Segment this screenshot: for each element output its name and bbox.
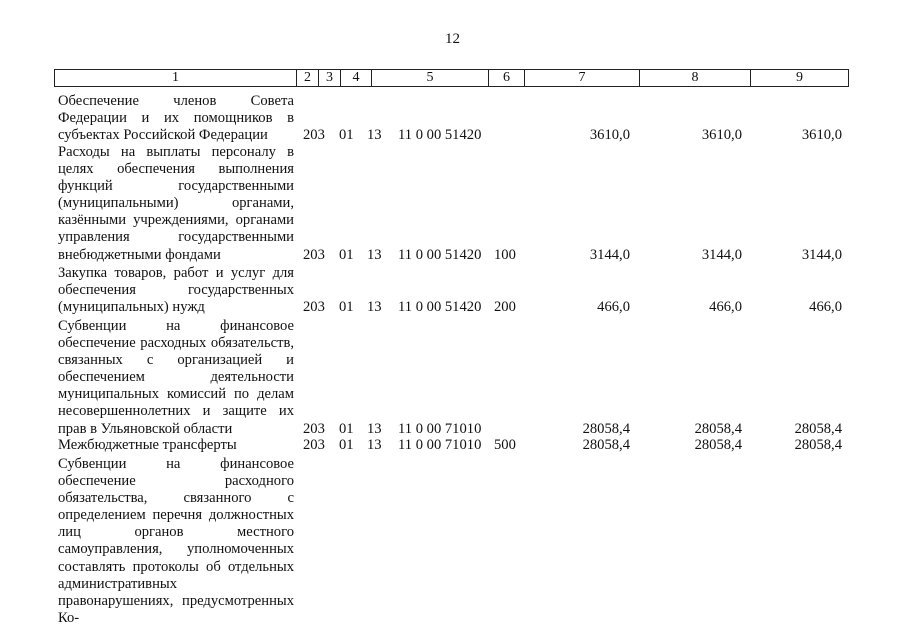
cell-amount-7: 28058,4 [582,421,630,437]
cell-amount-7: 3144,0 [589,247,630,263]
cell-amount-8: 28058,4 [694,421,742,437]
cell-expense-type: 100 [494,247,516,263]
cell-section: 01 [339,421,354,437]
col-header-1: 1 [55,70,297,86]
row-description: Расходы на выплаты персоналу в целях обеспечения выполнения функций государственными (муниципальными) органами, казёнными учреждениями, органами управления государственными внебюджетными фондами [58,144,294,263]
cell-amount-9: 3144,0 [801,247,842,263]
col-header-7: 7 [525,70,640,86]
cell-section: 01 [339,127,354,143]
cell-amount-7: 28058,4 [582,437,630,453]
row-description: Обеспечение членов Совета Федерации и их помощников в субъектах Российской Федерации [58,93,294,144]
cell-code: 203 [303,437,325,453]
cell-amount-8: 3610,0 [701,127,742,143]
cell-expense-type: 200 [494,299,516,315]
col-header-9: 9 [751,70,849,86]
cell-amount-9: 466,0 [809,299,842,315]
table-row [0,299,905,316]
cell-code: 203 [303,421,325,437]
cell-target-article: 11 0 00 51420 [398,247,482,263]
cell-target-article: 11 0 00 71010 [398,437,482,453]
table-row [0,247,905,264]
cell-subsection: 13 [367,247,382,263]
row-description: Межбюджетные трансферты [58,437,237,453]
cell-expense-type: 500 [494,437,516,453]
cell-section: 01 [339,299,354,315]
cell-amount-7: 3610,0 [589,127,630,143]
table-row [0,437,905,454]
table-row [0,127,905,144]
table-row [0,421,905,438]
cell-amount-9: 28058,4 [794,421,842,437]
cell-amount-7: 466,0 [597,299,630,315]
cell-amount-8: 3144,0 [701,247,742,263]
col-header-2: 2 [297,70,319,86]
cell-code: 203 [303,299,325,315]
cell-subsection: 13 [367,437,382,453]
cell-amount-8: 28058,4 [694,437,742,453]
cell-code: 203 [303,247,325,263]
cell-code: 203 [303,127,325,143]
row-description: Субвенции на финансовое обеспечение расходных обязательств, связанных с организацией и обеспечением деятельности муниципальных комиссий по делам несовершеннолетних и защите их прав в Ульяновской области [58,318,294,437]
cell-amount-9: 3610,0 [801,127,842,143]
col-header-4: 4 [341,70,372,86]
table-header [54,69,849,87]
cell-subsection: 13 [367,299,382,315]
cell-target-article: 11 0 00 51420 [398,127,482,143]
page-number: 12 [445,31,460,47]
cell-section: 01 [339,247,354,263]
cell-subsection: 13 [367,421,382,437]
cell-target-article: 11 0 00 71010 [398,421,482,437]
col-header-6: 6 [489,70,525,86]
row-description: Субвенции на финансовое обеспечение расходного обязательства, связанного с определением перечня должностных лиц органов местного самоуправления, уполномоченных составлять протоколы об отдельных административных правонарушениях, предусмотренных Ко- [58,456,294,626]
cell-amount-8: 466,0 [709,299,742,315]
cell-target-article: 11 0 00 51420 [398,299,482,315]
col-header-3: 3 [319,70,341,86]
col-header-5: 5 [372,70,489,86]
row-description: Закупка товаров, работ и услуг для обеспечения государственных (муниципальных) нужд [58,265,294,316]
cell-amount-9: 28058,4 [794,437,842,453]
col-header-8: 8 [640,70,751,86]
cell-subsection: 13 [367,127,382,143]
cell-section: 01 [339,437,354,453]
